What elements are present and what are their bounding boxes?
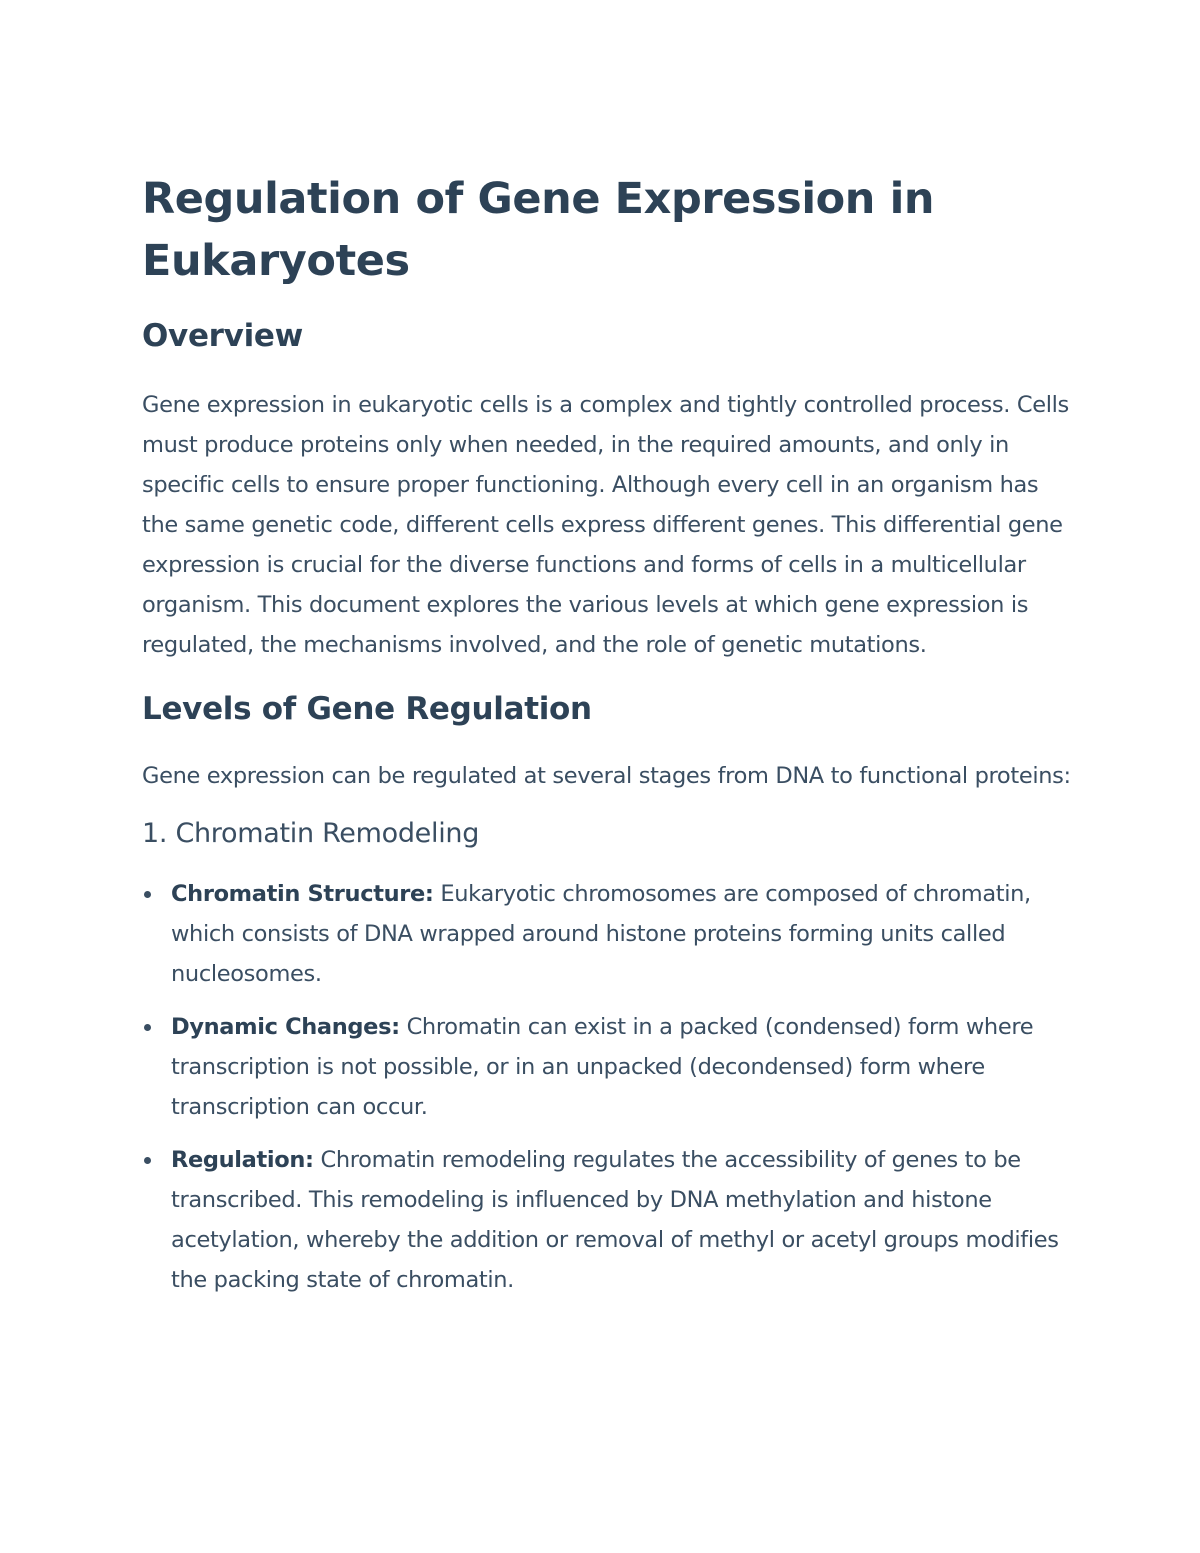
bullet-text: Chromatin can exist in a packed (condensed) form where transcription is not possible, or in an unpacked (decondensed) form where transcription can occur. bbox=[171, 1014, 1034, 1120]
chromatin-remodeling-heading: 1. Chromatin Remodeling bbox=[142, 818, 480, 849]
document-title: Regulation of Gene Expression in Eukaryotes bbox=[142, 174, 935, 286]
bullet-text: Chromatin remodeling regulates the accessibility of genes to be transcribed. This remodeling is influenced by DNA methylation and histone acetylation, whereby the addition or removal of methyl or acetyl groups modifies the packing state of chromatin. bbox=[171, 1147, 1059, 1293]
bullet-icon bbox=[144, 1024, 151, 1031]
levels-intro-paragraph: Gene expression can be regulated at several stages from DNA to functional proteins: bbox=[142, 763, 1071, 789]
bullet-term: Regulation: bbox=[171, 1147, 314, 1173]
list-item bbox=[142, 1140, 1072, 1300]
list-item bbox=[142, 874, 1072, 994]
overview-heading: Overview bbox=[142, 318, 303, 354]
levels-heading: Levels of Gene Regulation bbox=[142, 691, 592, 727]
chromatin-bullet-list bbox=[142, 874, 1072, 1300]
bullet-term: Dynamic Changes: bbox=[171, 1014, 400, 1040]
list-item bbox=[142, 1007, 1072, 1127]
overview-paragraph: Gene expression in eukaryotic cells is a complex and tightly controlled process. Cells must produce proteins only when needed, in the required amounts, and only in specific cells to ensure proper functioning. Although every cell in an organism has the same genetic code, different cells express different genes. This differential gene expression is crucial for the diverse functions and forms of cells in a multicellular organism. This document explores the various levels at which gene expression is regulated, the mechanisms involved, and the role of genetic mutations. bbox=[142, 392, 1069, 658]
bullet-icon bbox=[144, 891, 151, 898]
bullet-text: Eukaryotic chromosomes are composed of chromatin, which consists of DNA wrapped around histone proteins forming units called nucleosomes. bbox=[171, 881, 1031, 987]
document-page bbox=[142, 168, 1072, 1313]
bullet-icon bbox=[144, 1157, 151, 1164]
bullet-term: Chromatin Structure: bbox=[171, 881, 434, 907]
